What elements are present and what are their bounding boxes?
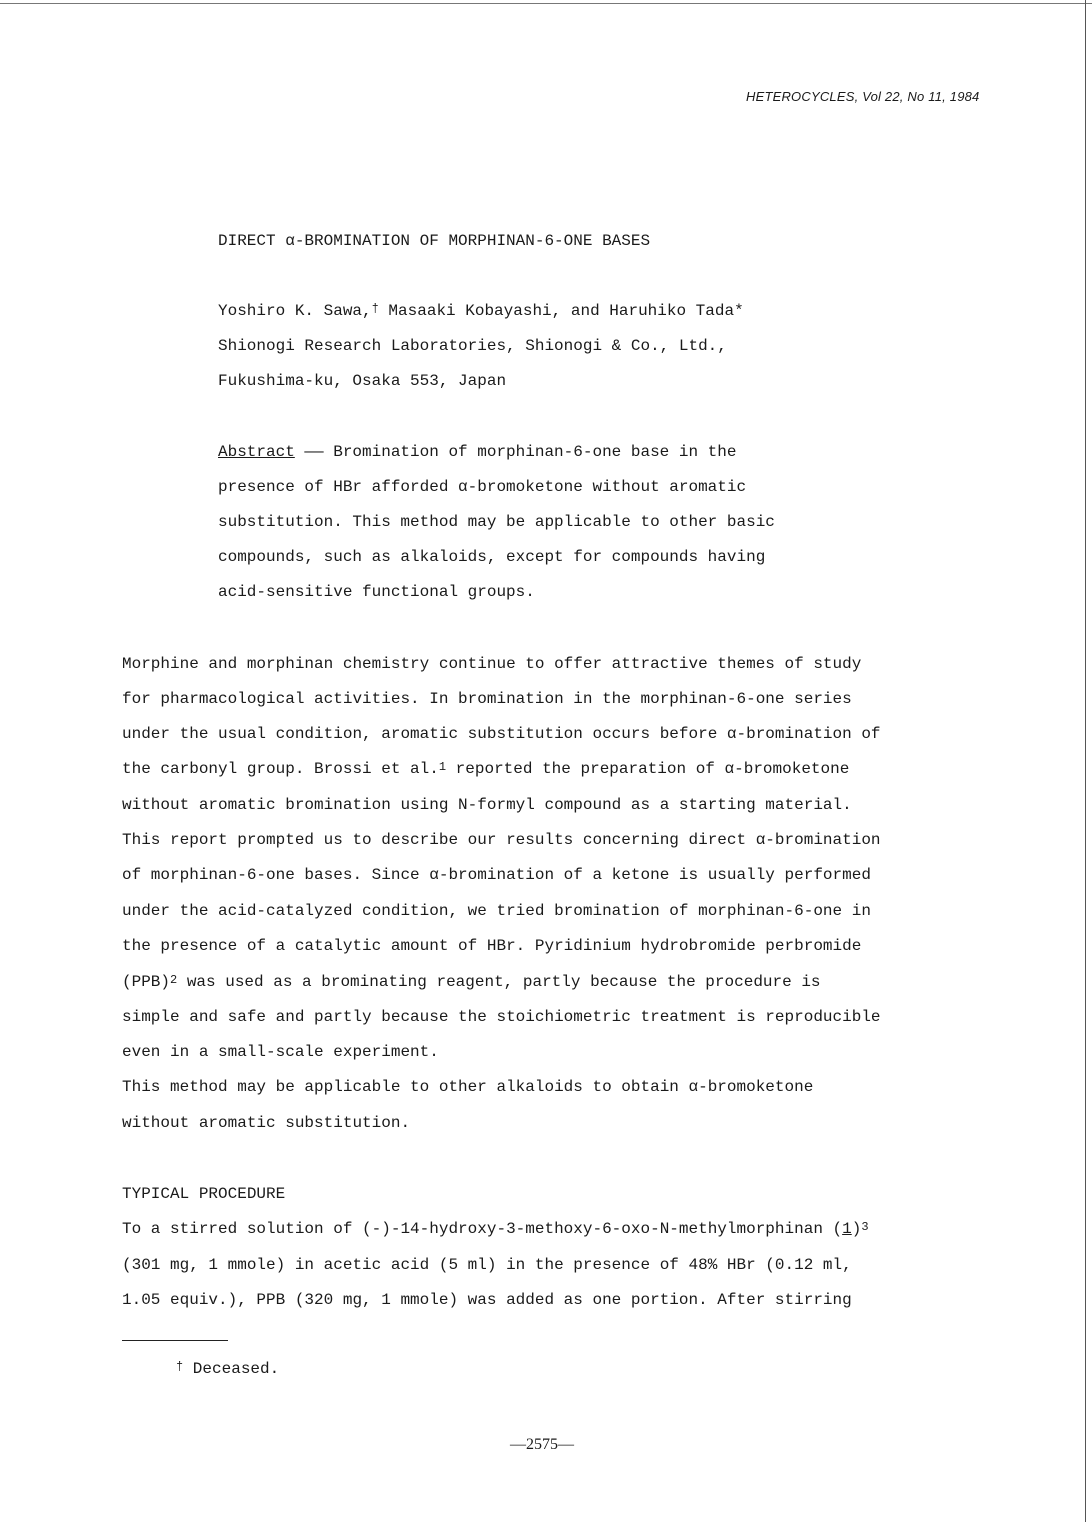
body-line bbox=[122, 760, 849, 778]
footnote-rule bbox=[122, 1340, 228, 1341]
body-text: (PPB) bbox=[122, 973, 171, 991]
footnote-text: Deceased. bbox=[183, 1360, 280, 1378]
procedure-line: (301 mg, 1 mmole) in acetic acid (5 ml) in the presence of 48% HBr (0.12 ml, bbox=[122, 1256, 852, 1274]
body-line: of morphinan-6-one bases. Since α-bromination of a ketone is usually performed bbox=[122, 866, 871, 884]
abstract-text-2: presence of HBr afforded α-bromoketone without aromatic bbox=[218, 478, 747, 496]
body-line: even in a small-scale experiment. bbox=[122, 1043, 439, 1061]
dagger-mark: † bbox=[371, 302, 379, 316]
body-line: Morphine and morphinan chemistry continue to offer attractive themes of study bbox=[122, 655, 862, 673]
body-line: under the usual condition, aromatic substitution occurs before α-bromination of bbox=[122, 725, 881, 743]
abstract-dash: —— bbox=[294, 443, 334, 461]
body-line: for pharmacological activities. In bromination in the morphinan-6-one series bbox=[122, 690, 852, 708]
authors bbox=[218, 302, 744, 320]
body-line: without aromatic substitution. bbox=[122, 1114, 411, 1132]
body-text: reported the preparation of α-bromoketone bbox=[446, 760, 850, 778]
procedure-line: 1.05 equiv.), PPB (320 mg, 1 mmole) was added as one portion. After stirring bbox=[122, 1291, 852, 1309]
reference-1: 1 bbox=[438, 760, 447, 774]
footnote bbox=[176, 1360, 279, 1378]
journal-header: HETEROCYCLES, Vol 22, No 11, 1984 bbox=[746, 89, 980, 104]
procedure-text: To a stirred solution of (-)-14-hydroxy-3-methoxy-6-oxo-N-methylmorphinan ( bbox=[122, 1220, 843, 1238]
body-line: This report prompted us to describe our results concerning direct α-bromination bbox=[122, 831, 881, 849]
reference-2: 2 bbox=[170, 973, 178, 987]
compound-number: 1 bbox=[842, 1220, 852, 1238]
abstract-text-1: Bromination of morphinan-6-one base in the bbox=[333, 443, 737, 461]
author-rest: Masaaki Kobayashi, and Haruhiko Tada* bbox=[378, 302, 744, 320]
abstract-first-line bbox=[218, 443, 736, 461]
reference-3: 3 bbox=[861, 1220, 869, 1234]
procedure-heading: TYPICAL PROCEDURE bbox=[122, 1185, 286, 1203]
abstract-text-4: compounds, such as alkaloids, except for compounds having bbox=[218, 548, 766, 566]
author-first: Yoshiro K. Sawa, bbox=[218, 302, 372, 320]
page-number: —2575— bbox=[510, 1436, 574, 1453]
affiliation-line-2: Fukushima-ku, Osaka 553, Japan bbox=[218, 372, 507, 390]
procedure-text: ) bbox=[851, 1220, 862, 1238]
body-text: was used as a brominating reagent, partly because the procedure is bbox=[177, 973, 821, 991]
body-text: the carbonyl group. Brossi et al. bbox=[122, 760, 439, 778]
abstract-label: Abstract bbox=[218, 443, 295, 461]
body-line bbox=[122, 973, 821, 991]
abstract-text-3: substitution. This method may be applicable to other basic bbox=[218, 513, 775, 531]
body-line: the presence of a catalytic amount of HBr. Pyridinium hydrobromide perbromide bbox=[122, 937, 862, 955]
right-border bbox=[1085, 0, 1086, 1522]
affiliation-line-1: Shionogi Research Laboratories, Shionogi & Co., Ltd., bbox=[218, 337, 727, 355]
body-line: This method may be applicable to other alkaloids to obtain α-bromoketone bbox=[122, 1078, 814, 1096]
procedure-line bbox=[122, 1220, 869, 1238]
body-line: under the acid-catalyzed condition, we tried bromination of morphinan-6-one in bbox=[122, 902, 871, 920]
article-title: DIRECT α-BROMINATION OF MORPHINAN-6-ONE BASES bbox=[218, 232, 651, 250]
footnote-dagger: † bbox=[176, 1360, 184, 1374]
body-line: simple and safe and partly because the stoichiometric treatment is reproducible bbox=[122, 1008, 881, 1026]
body-line: without aromatic bromination using N-formyl compound as a starting material. bbox=[122, 796, 852, 814]
top-border bbox=[0, 3, 1092, 4]
abstract-text-5: acid-sensitive functional groups. bbox=[218, 583, 535, 601]
